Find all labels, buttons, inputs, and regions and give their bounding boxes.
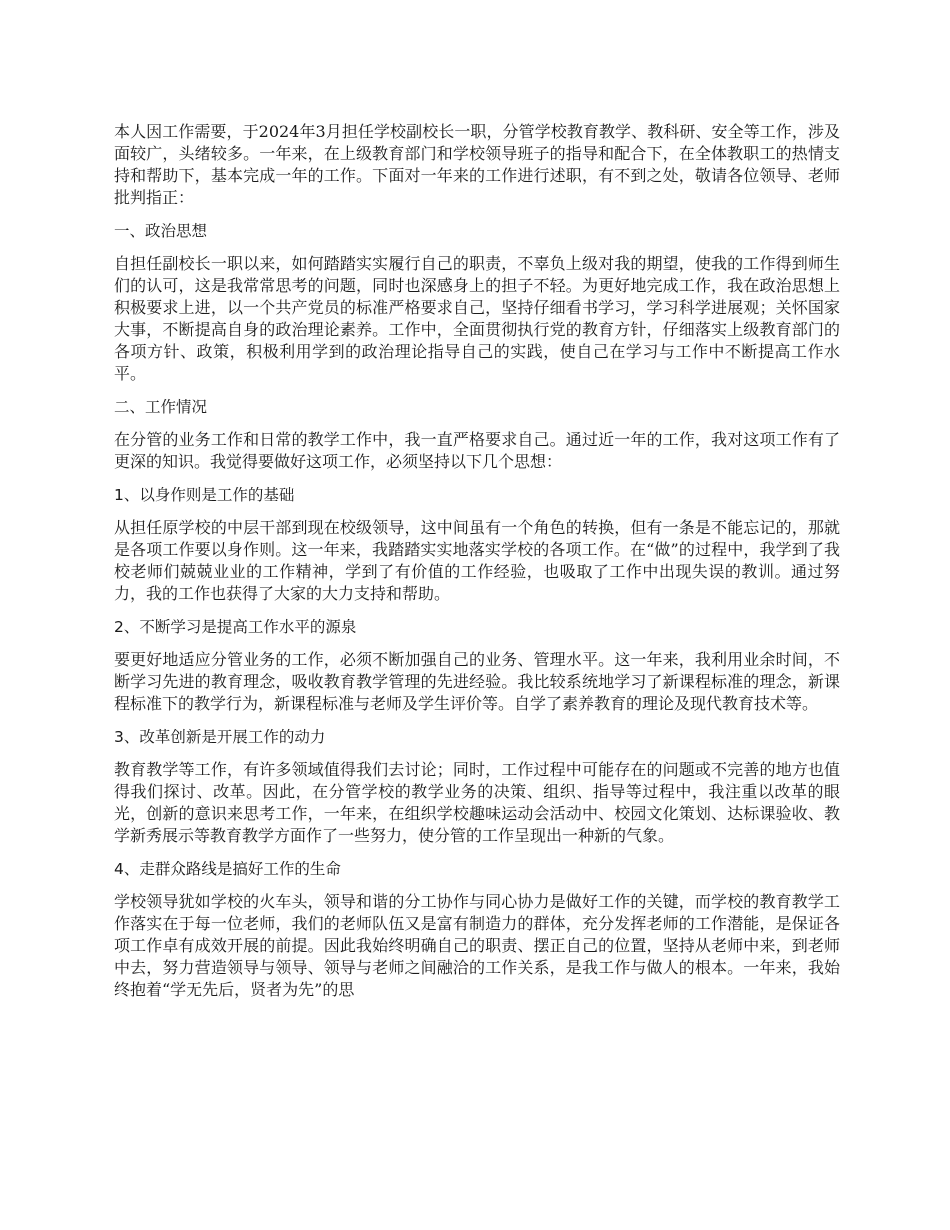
- item-paragraph-2: 要更好地适应分管业务的工作，必须不断加强自己的业务、管理水平。这一年来，我利用业余时间，不断学习先进的教育理念，吸收教育教学管理的先进经验。我比较系统地学习了新课程标准的理念，新课程标准下的教学行为，新课程标准与老师及学生评价等。自学了素养教育的理论及现代教育技术等。: [114, 650, 840, 713]
- work-paragraph: 在分管的业务工作和日常的教学工作中，我一直严格要求自己。通过近一年的工作，我对这项工作有了更深的知识。我觉得要做好这项工作，必须坚持以下几个思想：: [114, 430, 840, 471]
- item-heading-3: 3、改革创新是开展工作的动力: [114, 728, 326, 746]
- political-paragraph: 自担任副校长一职以来，如何踏踏实实履行自己的职责，不辜负上级对我的期望，使我的工作得到师生们的认可，这是我常常思考的问题，同时也深感身上的担子不轻。为更好地完成工作，我在政治思想上积极要求上进，以一个共产党员的标准严格要求自己，坚持仔细看书学习，学习科学进展观；关怀国家大事，不断提高自身的政治理论素养。工作中，全面贯彻执行党的教育方针，仔细落实上级教育部门的各项方针、政策，积极利用学到的政治理论指导自己的实践，使自己在学习与工作中不断提高工作水平。: [114, 254, 840, 383]
- item-paragraph-4: 学校领导犹如学校的火车头，领导和谐的分工协作与同心协力是做好工作的关键，而学校的教育教学工作落实在于每一位老师，我们的老师队伍又是富有制造力的群体，充分发挥老师的工作潜能，是保证各项工作卓有成效开展的前提。因此我始终明确自己的职责、摆正自己的位置，坚持从老师中来，到老师中去，努力营造领导与领导、领导与老师之间融洽的工作关系，是我工作与做人的根本。一年来，我始终抱着“学无先后，贤者为先”的思: [114, 892, 840, 999]
- item-paragraph-1: 从担任原学校的中层干部到现在校级领导，这中间虽有一个角色的转换，但有一条是不能忘记的，那就是各项工作要以身作则。这一年来，我踏踏实实地落实学校的各项工作。在“做”的过程中，我学到了我校老师们兢兢业业的工作精神，学到了有价值的工作经验，也吸取了工作中出现失误的教训。通过努力，我的工作也获得了大家的大力支持和帮助。: [114, 518, 840, 603]
- item-paragraph-3: 教育教学等工作，有许多领域值得我们去讨论；同时，工作过程中可能存在的问题或不完善的地方也值得我们探讨、改革。因此，在分管学校的教学业务的决策、组织、指导等过程中，我注重以改革的眼光，创新的意识来思考工作，一年来，在组织学校趣味运动会活动中、校园文化策划、达标课验收、教学新秀展示等教育教学方面作了一些努力，使分管的工作呈现出一种新的气象。: [114, 760, 840, 845]
- document-page: [114, 121, 840, 1012]
- intro-paragraph: 本人因工作需要，于2024年3月担任学校副校长一职，分管学校教育教学、教科研、安全等工作，涉及面较广，头绪较多。一年来，在上级教育部门和学校领导班子的指导和配合下，在全体教职工的热情支持和帮助下，基本完成一年的工作。下面对一年来的工作进行述职，有不到之处，敬请各位领导、老师批判指正：: [114, 122, 840, 207]
- section-heading-political: 一、政治思想: [114, 222, 208, 240]
- item-heading-2: 2、不断学习是提高工作水平的源泉: [114, 618, 357, 636]
- section-heading-work: 二、工作情况: [114, 398, 208, 416]
- item-heading-4: 4、走群众路线是搞好工作的生命: [114, 860, 341, 878]
- item-heading-1: 1、以身作则是工作的基础: [114, 486, 295, 504]
